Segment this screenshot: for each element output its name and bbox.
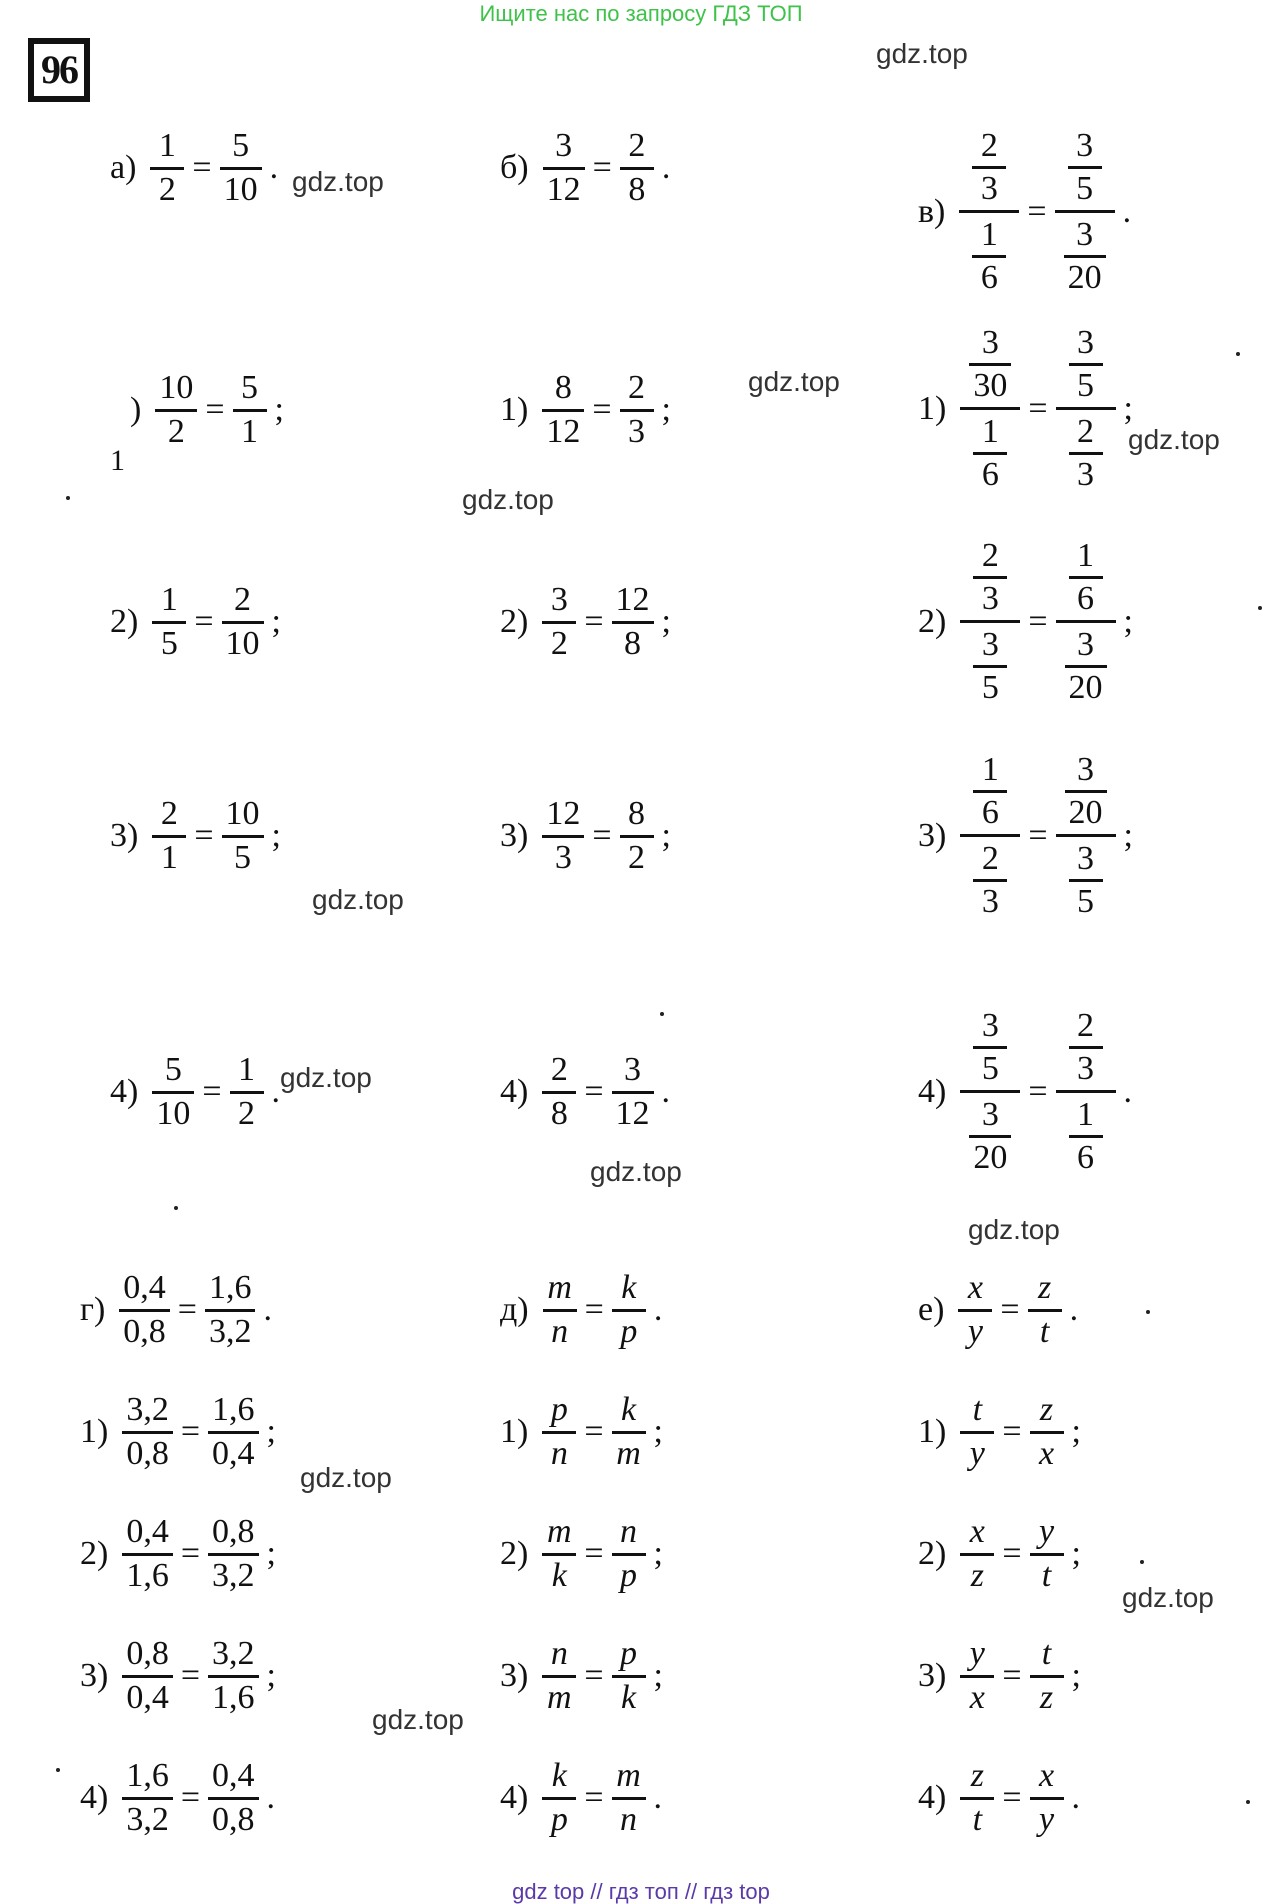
equation-d-3: 3) $\frac{n}{m}$ = $\frac{p}{k}$ ; bbox=[500, 1635, 663, 1716]
equation-a-4: 4) $\frac{5}{10}$ = $\frac{1}{2}$ . bbox=[110, 1051, 281, 1132]
watermark: gdz.top bbox=[300, 1462, 392, 1493]
equation-e-4: 4) $\frac{z}{t}$ = $\frac{x}{y}$ . bbox=[918, 1757, 1081, 1838]
equation-e-3: 3) $\frac{y}{x}$ = $\frac{t}{z}$ ; bbox=[918, 1635, 1081, 1716]
equation-a-2: 2) $\frac{1}{5}$ = $\frac{2}{10}$ ; bbox=[110, 581, 281, 662]
equation-g-2: 2) $\frac{0,4}{1,6}$ = $\frac{0,8}{3,2}$ ; bbox=[80, 1513, 276, 1594]
watermark: gdz.top bbox=[312, 884, 404, 915]
watermark: gdz.top bbox=[876, 38, 968, 69]
equation-e-2: 2) $\frac{x}{z}$ = $\frac{y}{t}$ ; bbox=[918, 1513, 1081, 1594]
equation-a-1: ) $\frac{10}{2}$ = $\frac{5}{1}$ ; bbox=[130, 369, 284, 450]
watermark: gdz.top bbox=[462, 484, 554, 515]
equation-a-3: 3) $\frac{2}{1}$ = $\frac{10}{5}$ ; bbox=[110, 795, 281, 876]
equation-g-4: 4) $\frac{1,6}{3,2}$ = $\frac{0,4}{0,8}$ . bbox=[80, 1757, 276, 1838]
equation-d-4: 4) $\frac{k}{p}$ = $\frac{m}{n}$ . bbox=[500, 1757, 663, 1838]
watermark: gdz.top bbox=[590, 1156, 682, 1187]
watermark: gdz.top bbox=[748, 366, 840, 397]
equation-v-1: 1) $\frac{\frac{3}{30}}{\frac{1}{6}}$ = $\frac{\frac{3}{5}}{\frac{2}{3}}$ ; bbox=[918, 324, 1133, 494]
equation-v-2: 2) $\frac{\frac{2}{3}}{\frac{3}{5}}$ = $\frac{\frac{1}{6}}{\frac{3}{20}}$ ; bbox=[918, 537, 1133, 707]
top-banner: Ищите нас по запросу ГДЗ ТОП bbox=[479, 1, 803, 26]
equation-g-1: 1) $\frac{3,2}{0,8}$ = $\frac{1,6}{0,4}$ ; bbox=[80, 1391, 276, 1472]
equation-g: г) $\frac{0,4}{0,8}$ = $\frac{1,6}{3,2}$ . bbox=[80, 1269, 272, 1350]
problem-number: 96 bbox=[28, 38, 90, 102]
equation-b: б) $\frac{3}{12}$ = $\frac{2}{8}$ . bbox=[500, 127, 671, 208]
equation-v-3: 3) $\frac{\frac{1}{6}}{\frac{2}{3}}$ = $\frac{\frac{3}{20}}{\frac{3}{5}}$ ; bbox=[918, 751, 1133, 921]
equation-b-2: 2) $\frac{3}{2}$ = $\frac{12}{8}$ ; bbox=[500, 581, 671, 662]
equation-v: в) $\frac{\frac{2}{3}}{\frac{1}{6}}$ = $\frac{\frac{3}{5}}{\frac{3}{20}}$ . bbox=[918, 127, 1132, 297]
equation-e-1: 1) $\frac{t}{y}$ = $\frac{z}{x}$ ; bbox=[918, 1391, 1081, 1472]
watermark: gdz.top bbox=[372, 1704, 464, 1735]
equation-b-4: 4) $\frac{2}{8}$ = $\frac{3}{12}$ . bbox=[500, 1051, 671, 1132]
equation-a: а) $\frac{1}{2}$ = $\frac{5}{10}$ . bbox=[110, 127, 279, 208]
footer-banner: gdz top // гдз топ // гдз top bbox=[512, 1879, 770, 1904]
watermark: gdz.top bbox=[968, 1214, 1060, 1245]
stray-digit: 1 bbox=[110, 444, 125, 477]
equation-b-1: 1) $\frac{8}{12}$ = $\frac{2}{3}$ ; bbox=[500, 369, 671, 450]
watermark: gdz.top bbox=[280, 1062, 372, 1093]
watermark: gdz.top bbox=[1128, 424, 1220, 455]
equation-e: е) $\frac{x}{y}$ = $\frac{z}{t}$ . bbox=[918, 1269, 1079, 1350]
equation-b-3: 3) $\frac{12}{3}$ = $\frac{8}{2}$ ; bbox=[500, 795, 671, 876]
equation-v-4: 4) $\frac{\frac{3}{5}}{\frac{3}{20}}$ = $\frac{\frac{2}{3}}{\frac{1}{6}}$ . bbox=[918, 1007, 1133, 1177]
equation-d-1: 1) $\frac{p}{n}$ = $\frac{k}{m}$ ; bbox=[500, 1391, 663, 1472]
equation-g-3: 3) $\frac{0,8}{0,4}$ = $\frac{3,2}{1,6}$ ; bbox=[80, 1635, 276, 1716]
watermark: gdz.top bbox=[292, 166, 384, 197]
watermark: gdz.top bbox=[1122, 1582, 1214, 1613]
equation-d: д) $\frac{m}{n}$ = $\frac{k}{p}$ . bbox=[500, 1269, 663, 1350]
equation-d-2: 2) $\frac{m}{k}$ = $\frac{n}{p}$ ; bbox=[500, 1513, 663, 1594]
